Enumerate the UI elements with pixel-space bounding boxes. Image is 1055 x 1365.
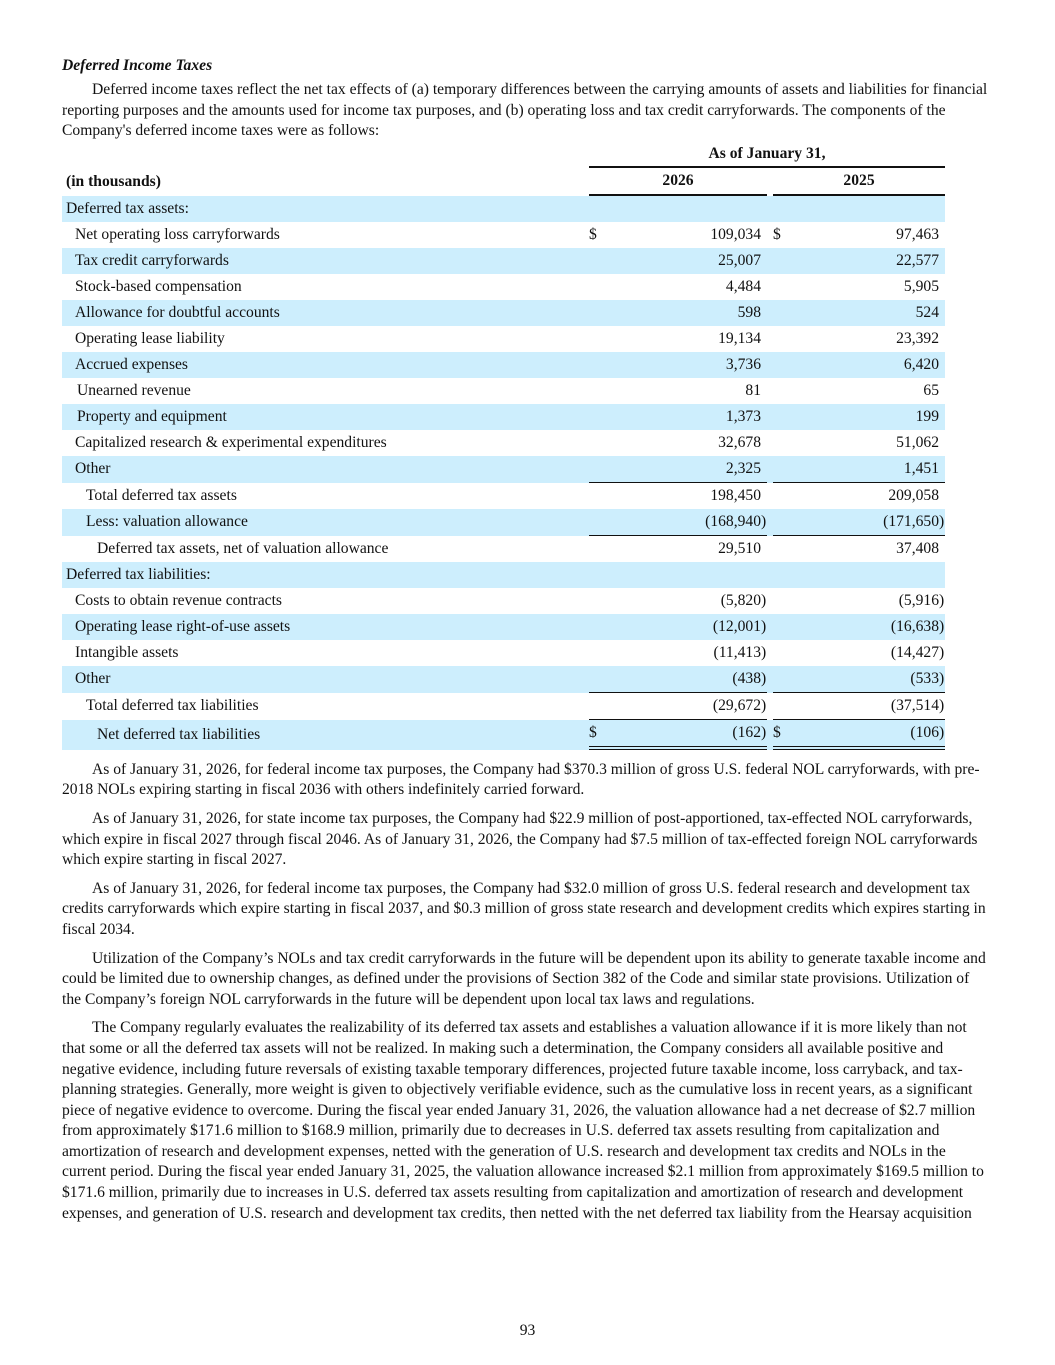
paragraph-valuation-allowance: The Company regularly evaluates the realizability of its deferred tax assets and establishes a valuation allowance if it is more likely than not that some or all the deferred tax assets will not be realized. In making such a determination, the Company considers all available positive and negative evidence, including future reversals of existing taxable temporary differences, projected future taxable income, loss carryback, and tax-planning strategies. Generally, more weight is given to objectively verifiable evidence, such as the cumulative loss in recent years, as a significant piece of negative evidence to overcome. During the fiscal year ended January 31, 2026, the valuation allowance had a net decrease of $2.7 million from approximately $171.6 million to $168.9 million, primarily due to decreases in U.S. deferred tax assets resulting from capitalization and amortization of research and development expenses, netted with the generation of U.S. research and development tax credits and NOLs in the current period. During the fiscal year ended January 31, 2025, the valuation allowance increased $2.1 million from approximately $169.5 million to $171.6 million, primarily due to increases in U.S. deferred tax assets resulting from capitalization and amortization of research and development expenses, and generation of U.S. research and development tax credits, then netted with the net deferred tax liability from the Hearsay acquisition [62,1019,984,1222]
row-label: Intangible assets [75,643,179,661]
table-row [62,378,945,404]
currency-symbol-2025 [773,196,813,222]
paren-2025 [939,562,945,588]
currency-symbol-2025 [773,378,813,404]
currency-symbol-2025 [773,404,813,430]
table-row [62,509,945,536]
column-group-header: As of January 31, [589,142,945,168]
currency-symbol-2026 [589,300,629,326]
paren-2025 [939,378,945,404]
table-row [62,536,945,562]
paren-2025 [939,326,945,352]
section-title: Deferred Income Taxes [62,57,213,74]
currency-symbol-2026 [589,378,629,404]
value-2025: 23,392 [896,329,939,347]
notes-section [62,760,992,1224]
row-label: Allowance for doubtful accounts [62,300,589,326]
row-label: Capitalized research & experimental expenditures [75,433,387,451]
paren-2026: ) [761,720,767,750]
value-2025: 1,451 [813,456,939,483]
value-2025: 65 [923,381,939,399]
value-2025: 97,463 [896,225,939,243]
row-label: Accrued expenses [62,352,589,378]
paren-2025 [939,352,945,378]
value-2025: 199 [813,404,939,430]
currency-symbol-2026 [589,196,629,222]
currency-symbol-2026: $ [589,720,629,750]
row-label: Stock-based compensation [75,277,242,295]
value-2026: 2,325 [629,456,761,483]
table-row [62,666,945,693]
row-label: Net operating loss carryforwards [75,225,280,243]
paren-2025: ) [939,591,945,609]
value-2026: 4,484 [725,277,761,295]
value-2025: 51,062 [896,433,939,451]
table-row [62,456,945,483]
currency-symbol-2026 [589,352,629,378]
table-row [62,614,945,640]
value-2025: (106 [813,720,939,750]
table-row [62,430,945,456]
currency-symbol-2025 [773,666,813,693]
currency-symbol-2025 [773,300,813,326]
table-row [62,326,945,352]
paren-2025: ) [939,693,945,720]
value-2025: 22,577 [813,248,939,274]
value-2026: 32,678 [718,433,761,451]
row-label: Net deferred tax liabilities [62,720,589,750]
row-label: Costs to obtain revenue contracts [75,591,282,609]
table-header-group-row [62,142,945,168]
table-row [62,274,945,300]
paren-2025: ) [939,509,945,536]
value-2025: (16,638 [813,614,939,640]
row-label: Operating lease liability [75,329,225,347]
currency-symbol-2026 [589,248,629,274]
value-2026: 1,373 [629,404,761,430]
column-header-2026: 2026 [589,168,767,196]
value-2026: 3,736 [629,352,761,378]
paren-2025 [939,430,945,456]
value-2026: (29,672 [629,693,761,720]
table-row [62,588,945,614]
currency-symbol-2025 [773,456,813,483]
value-2026: 19,134 [718,329,761,347]
column-header-2025: 2025 [773,168,945,196]
currency-symbol-2025 [773,588,813,614]
value-2026: 29,510 [718,539,761,557]
currency-symbol-2026 [589,456,629,483]
table-row [62,483,945,509]
table-row [62,248,945,274]
value-2026: 598 [629,300,761,326]
value-2025: 6,420 [813,352,939,378]
currency-symbol-2025 [773,430,813,456]
paragraph-utilization: Utilization of the Company’s NOLs and tax credit carryforwards in the future will be dependent upon its ability to generate taxable income and could be limited due to ownership changes, as defined under the provisions of Section 382 of the Code and similar state provisions. Utilization of the Company’s foreign NOL carryforwards in the future will be dependent upon local tax laws and regulations. [62,949,986,1008]
table-row [62,222,945,248]
value-2025: (533 [813,666,939,693]
table-row [62,562,945,588]
currency-symbol-2026 [589,509,629,536]
paren-2025 [939,300,945,326]
paren-2025 [939,404,945,430]
currency-symbol-2026 [589,614,629,640]
value-2026: (12,001 [629,614,761,640]
row-label: Deferred tax assets, net of valuation allowance [97,539,389,557]
currency-symbol-2025 [773,562,813,588]
value-2025: (14,427 [890,643,939,661]
paren-2025: ) [939,643,945,661]
row-label: Operating lease right-of-use assets [62,614,589,640]
value-2026: (11,413 [713,643,761,661]
row-label: Property and equipment [62,404,589,430]
paren-2025 [939,483,945,509]
paren-2026: ) [761,666,767,693]
value-2026 [629,196,761,222]
paren-2025: ) [939,614,945,640]
currency-symbol-2025 [773,352,813,378]
currency-symbol-2025 [773,693,813,720]
currency-symbol-2025: $ [773,720,813,750]
value-2026: 81 [745,381,761,399]
value-2026: 109,034 [710,225,761,243]
value-2025: (5,916 [898,591,939,609]
row-label: Deferred tax assets: [62,196,589,222]
value-2026: 25,007 [629,248,761,274]
table-row [62,404,945,430]
paren-2025 [939,536,945,562]
currency-symbol-2025: $ [773,225,781,243]
row-label: Other [62,456,589,483]
value-2025: (171,650 [813,509,939,536]
row-label: Less: valuation allowance [62,509,589,536]
table-row [62,196,945,222]
paren-2025 [939,274,945,300]
value-2025 [813,196,939,222]
table-row [62,300,945,326]
value-2025: (37,514 [813,693,939,720]
currency-symbol-2025 [773,274,813,300]
value-2026: (438 [629,666,761,693]
value-2025: 5,905 [903,277,939,295]
value-2025 [813,562,939,588]
document-page [62,56,992,1232]
currency-symbol-2025 [773,536,813,562]
paren-2025 [939,222,945,248]
currency-symbol-2026 [589,640,629,666]
value-2025: 209,058 [888,486,939,504]
value-2026: (162 [629,720,761,750]
currency-symbol-2026 [589,562,629,588]
table-row [62,352,945,378]
paren-2025 [939,456,945,483]
currency-symbol-2026: $ [589,225,597,243]
currency-symbol-2026 [589,404,629,430]
currency-symbol-2026 [589,588,629,614]
row-label: Total deferred tax assets [86,486,237,504]
row-label: Total deferred tax liabilities [86,697,259,715]
currency-symbol-2026 [589,666,629,693]
paren-2026: ) [761,614,767,640]
row-label: Unearned revenue [77,381,191,399]
currency-symbol-2025 [773,614,813,640]
row-label: Tax credit carryforwards [62,248,589,274]
table-body [62,196,945,750]
currency-symbol-2025 [773,326,813,352]
value-2026 [629,562,761,588]
table-row [62,720,945,750]
currency-symbol-2025 [773,509,813,536]
table-row [62,640,945,666]
value-2025: 524 [813,300,939,326]
intro-paragraph: Deferred income taxes reflect the net tax effects of (a) temporary differences between the carrying amounts of assets and liabilities for financial reporting purposes and the amounts used for income tax purposes, and (b) operating loss and tax credit carryforwards. The components of the Company's deferred income taxes were as follows: [62,81,988,140]
paren-2026: ) [761,509,767,536]
row-label: Other [62,666,589,693]
paren-2026: ) [761,591,767,609]
value-2026: 198,450 [710,486,761,504]
currency-symbol-2026 [589,483,629,509]
table-header-year-row [62,168,945,196]
paragraph-federal-nol: As of January 31, 2026, for federal income tax purposes, the Company had $370.3 million of gross U.S. federal NOL carryforwards, with pre-2018 NOLs expiring starting in fiscal 2036 with others indefinitely carried forward. [62,760,980,799]
paragraph-state-nol: As of January 31, 2026, for state income tax purposes, the Company had $22.9 million of post-apportioned, tax-effected NOL carryforwards, which expire in fiscal 2027 through fiscal 2046. As of January 31, 2026, the Company had $7.5 million of tax-effected foreign NOL carryforwards which expire starting in fiscal 2027. [62,809,978,869]
paren-2025 [939,196,945,222]
paren-2025: ) [939,666,945,693]
deferred-tax-table [62,142,945,750]
paren-2025 [939,248,945,274]
currency-symbol-2026 [589,326,629,352]
currency-symbol-2025 [773,640,813,666]
value-2026: (168,940 [629,509,761,536]
currency-symbol-2026 [589,274,629,300]
value-2025: 37,408 [896,539,939,557]
currency-symbol-2026 [589,430,629,456]
value-2026: (5,820 [720,591,761,609]
currency-symbol-2025 [773,248,813,274]
table-row [62,693,945,720]
paren-2025: ) [939,720,945,750]
paragraph-rd-credits: As of January 31, 2026, for federal income tax purposes, the Company had $32.0 million of gross U.S. federal research and development tax credits carryforwards which expire starting in fiscal 2037, and $0.3 million of gross state research and development credits which expires starting in fiscal 2034. [62,879,986,938]
currency-symbol-2025 [773,483,813,509]
units-label: (in thousands) [62,168,589,196]
paren-2026: ) [761,643,767,661]
paren-2026: ) [761,693,767,720]
row-label: Deferred tax liabilities: [62,562,589,588]
currency-symbol-2026 [589,536,629,562]
currency-symbol-2026 [589,693,629,720]
page-number: 93 [519,1322,536,1339]
